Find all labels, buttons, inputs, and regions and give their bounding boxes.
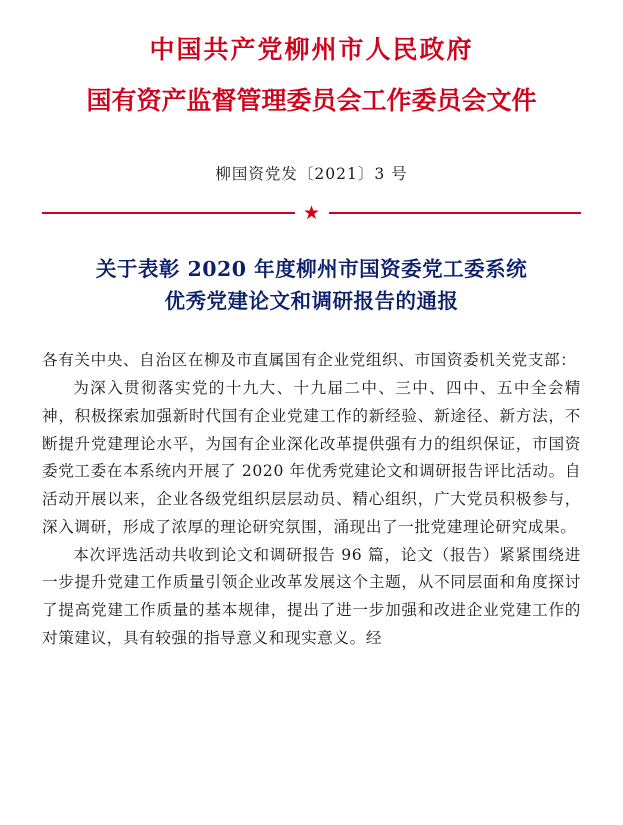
document-body bbox=[42, 347, 581, 652]
document-title bbox=[42, 254, 581, 318]
red-separator-rule bbox=[42, 200, 581, 226]
body-addressee: 各有关中央、自治区在柳及市直属国有企业党组织、市国资委机关党支部： bbox=[42, 351, 577, 370]
masthead bbox=[42, 0, 581, 118]
red-star-icon: ★ bbox=[295, 200, 329, 226]
masthead-line-1: 中国共产党柳州市人民政府 bbox=[149, 35, 474, 64]
document-number: 柳国资党发〔2021〕3 号 bbox=[215, 164, 408, 183]
body-paragraph-2: 本次评选活动共收到论文和调研报告 96 篇，论文（报告）紧紧围绕进一步提升党建工作质量引领企业改革发展这个主题，从不同层面和角度探讨了提高党建工作质量的基本规律，提出了进一步加强和改进企业党建工作的对策建议，具有较强的指导意义和现实意义。经 bbox=[42, 545, 581, 647]
document-title-line-1: 关于表彰 2020 年度柳州市国资委党工委系统 bbox=[95, 256, 528, 281]
body-paragraph-1: 为深入贯彻落实党的十九大、十九届二中、三中、四中、五中全会精神，积极探索加强新时代国有企业党建工作的新经验、新途径、新方法，不断提升党建理论水平，为国有企业深化改革提供强有力的组织保证，市国资委党工委在本系统内开展了 2020 年优秀党建论文和调研报告评比活动。自活动开展以来，企业各级党组织层层动员、精心组织，广大党员积极参与，深入调研，形成了浓厚的理论研究氛围，涌现出了一批党建理论研究成果。 bbox=[42, 379, 582, 536]
document-title-line-2: 优秀党建论文和调研报告的通报 bbox=[164, 288, 459, 313]
masthead-line-2: 国有资产监督管理委员会工作委员会文件 bbox=[86, 86, 537, 116]
